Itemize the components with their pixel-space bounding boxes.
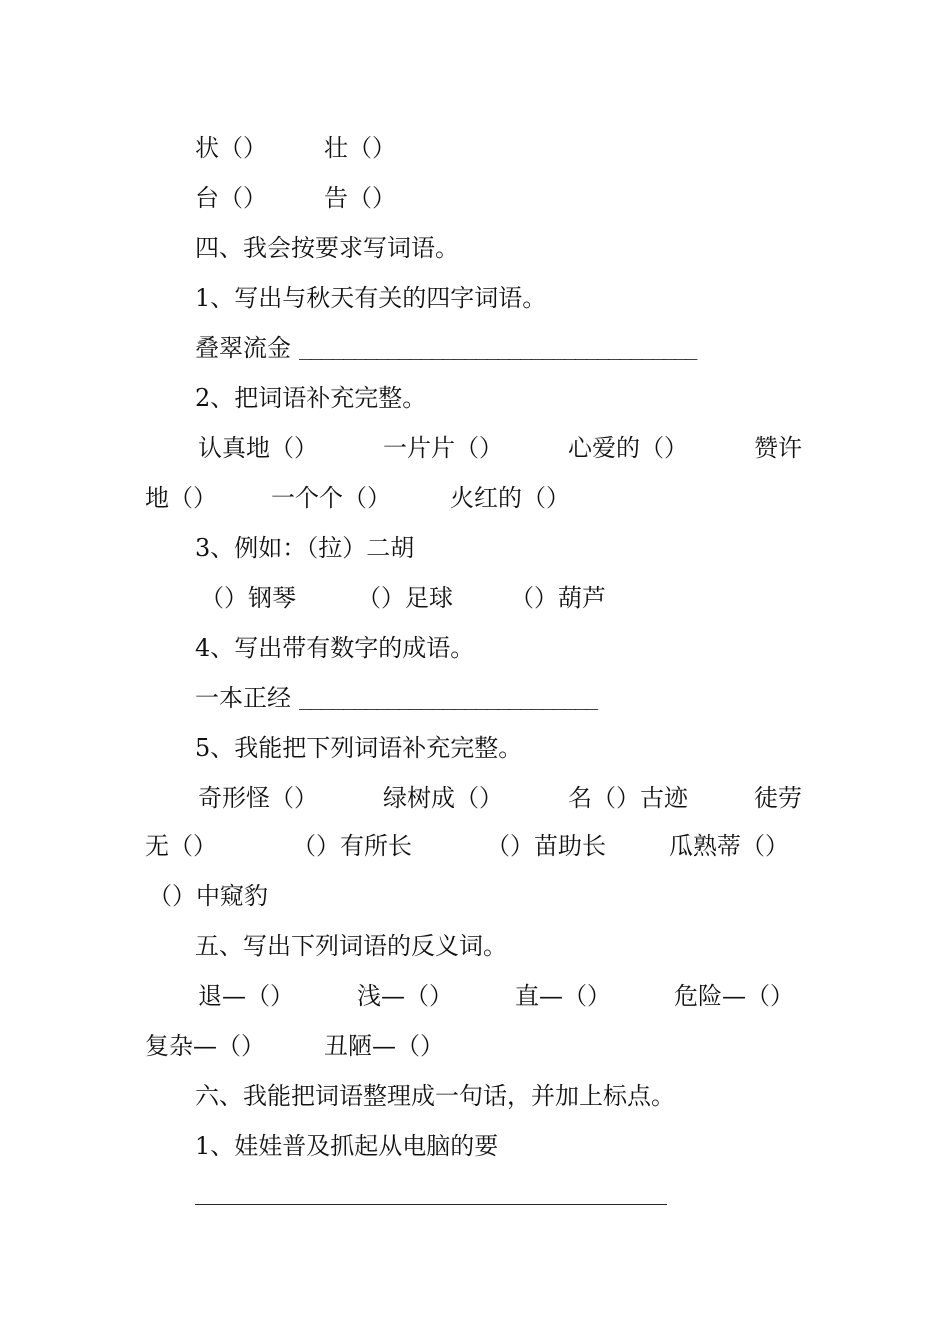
fill-item: （）葫芦	[510, 584, 606, 612]
fill-item: 瓜熟蒂（）	[669, 832, 789, 860]
example-answer: 一本正经	[195, 684, 291, 712]
fill-item: 赞许	[754, 434, 802, 462]
heading-text: 五、写出下列词语的反义词。	[195, 932, 507, 960]
fill-item: 无（）	[145, 832, 217, 860]
char-item: 台（）	[195, 184, 267, 212]
question-4	[0, 628, 950, 668]
fill-item: 绿树成（）	[383, 784, 503, 812]
section-five-heading	[0, 926, 950, 966]
fill-item: 丑陋—（）	[324, 1032, 444, 1060]
fill-item: 徒劳	[754, 784, 802, 812]
fill-item: （）足球	[357, 584, 453, 612]
section-six-question-1	[0, 1126, 950, 1166]
question-text: 4、写出带有数字的成语。	[195, 634, 475, 662]
heading-text: 四、我会按要求写词语。	[195, 234, 459, 262]
question-text: 1、娃娃普及抓起从电脑的要	[195, 1132, 499, 1160]
question-1-answer-line	[0, 328, 950, 368]
fill-item: 地（）	[145, 484, 217, 512]
example-answer: 叠翠流金	[195, 334, 291, 362]
char-pair-row-1	[0, 128, 950, 168]
fill-item: 奇形怪（）	[198, 784, 318, 812]
question-5	[0, 728, 950, 768]
char-item: 状（）	[195, 134, 267, 162]
heading-text: 六、我能把词语整理成一句话，并加上标点。	[195, 1082, 675, 1110]
question-2-row-2	[0, 478, 950, 518]
fill-item: 直—（）	[515, 982, 611, 1010]
answer-blank[interactable]: ___________________________	[299, 686, 598, 710]
question-3	[0, 528, 950, 568]
fill-item: 一个个（）	[271, 484, 391, 512]
section-six-heading	[0, 1076, 950, 1116]
section-four-heading	[0, 228, 950, 268]
question-text: 1、写出与秋天有关的四字词语。	[195, 284, 547, 312]
fill-item: 心爱的（）	[568, 434, 688, 462]
char-item: 壮（）	[324, 134, 396, 162]
answer-rule[interactable]	[195, 1204, 667, 1205]
fill-item: 认真地（）	[198, 434, 318, 462]
char-pair-row-2	[0, 178, 950, 218]
fill-item: （）中窥豹	[148, 882, 268, 910]
fill-item: （）苗助长	[486, 832, 606, 860]
fill-item: 退—（）	[198, 982, 294, 1010]
question-4-answer-line	[0, 678, 950, 718]
fill-item: （）有所长	[292, 832, 412, 860]
question-text: 5、我能把下列词语补充完整。	[195, 734, 523, 762]
question-2-row-1	[0, 428, 950, 468]
fill-item: 浅—（）	[357, 982, 453, 1010]
antonym-row-1	[0, 976, 950, 1016]
question-text: 2、把词语补充完整。	[195, 384, 427, 412]
question-2	[0, 378, 950, 418]
answer-blank[interactable]: ____________________________________	[299, 336, 697, 360]
question-5-row-2	[0, 826, 950, 866]
fill-item: （）钢琴	[200, 584, 296, 612]
question-5-row-3	[0, 876, 950, 916]
question-text: 3、例如：（拉）二胡	[195, 534, 415, 562]
question-3-row	[0, 578, 950, 618]
char-item: 告（）	[324, 184, 396, 212]
fill-item: 复杂—（）	[145, 1032, 265, 1060]
antonym-row-2	[0, 1026, 950, 1066]
fill-item: 火红的（）	[450, 484, 570, 512]
question-1	[0, 278, 950, 318]
question-5-row-1	[0, 778, 950, 818]
fill-item: 名（）古迹	[568, 784, 688, 812]
fill-item: 一片片（）	[383, 434, 503, 462]
fill-item: 危险—（）	[674, 982, 794, 1010]
